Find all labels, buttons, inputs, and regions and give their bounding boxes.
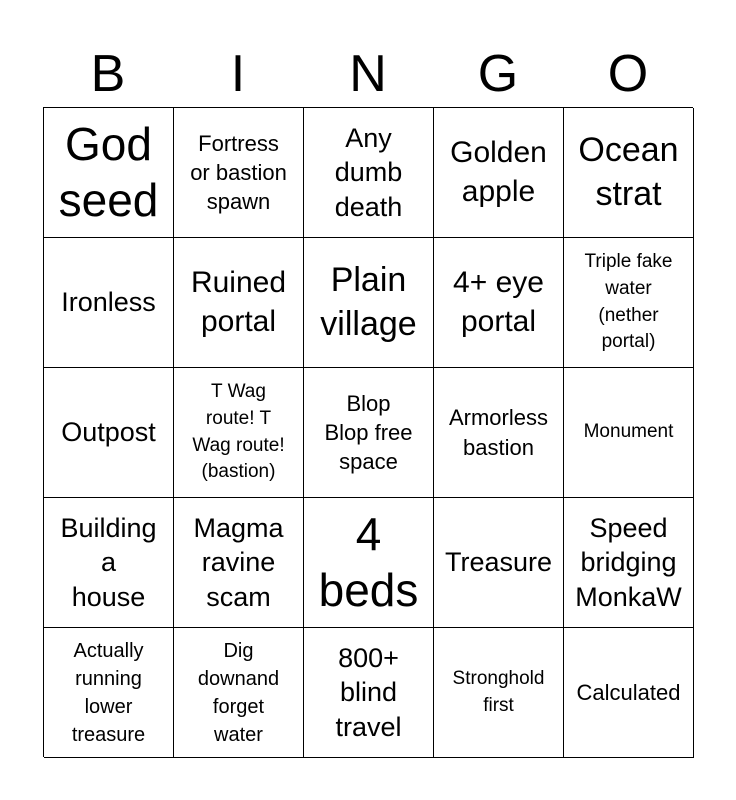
cell-text: Triple fake water (nether portal) bbox=[584, 250, 673, 353]
header-letter-n: N bbox=[349, 45, 387, 103]
cell-text: Armorless bastion bbox=[448, 405, 548, 460]
cell-text: Fortress or bastion spawn bbox=[190, 130, 287, 215]
bingo-cell-r5c3[interactable] bbox=[304, 628, 434, 758]
cell-text: Actually running lower treasure bbox=[71, 639, 146, 746]
bingo-cell-r3c5[interactable] bbox=[564, 368, 694, 498]
cell-text: Golden apple bbox=[450, 136, 547, 208]
bingo-cell-r4c4[interactable] bbox=[434, 498, 564, 628]
cell-text: Magma ravine scam bbox=[193, 512, 284, 612]
bingo-cell-r4c3[interactable] bbox=[304, 498, 434, 628]
bingo-cell-r2c3[interactable] bbox=[304, 238, 434, 368]
cell-text: Ironless bbox=[61, 287, 156, 318]
cell-text: 4 beds bbox=[318, 508, 419, 616]
bingo-cell-r5c2[interactable] bbox=[174, 628, 304, 758]
bingo-cell-r3c2[interactable] bbox=[174, 368, 304, 498]
header-letter-g: G bbox=[477, 45, 519, 103]
bingo-cell-r1c3[interactable] bbox=[304, 108, 434, 238]
cell-text: Blop Blop free space bbox=[324, 390, 413, 475]
bingo-cell-r1c5[interactable] bbox=[564, 108, 694, 238]
cell-text: T Wag route! T Wag route! (bastion) bbox=[192, 380, 285, 483]
bingo-cell-r1c4[interactable] bbox=[434, 108, 564, 238]
cell-text: Treasure bbox=[444, 547, 553, 578]
bingo-cell-r1c2[interactable] bbox=[174, 108, 304, 238]
bingo-header bbox=[43, 42, 693, 106]
bingo-cell-r5c5[interactable] bbox=[564, 628, 694, 758]
bingo-cell-r4c5[interactable] bbox=[564, 498, 694, 628]
cell-text: God seed bbox=[58, 118, 159, 226]
bingo-cell-r2c1[interactable] bbox=[44, 238, 174, 368]
cell-text: Plain village bbox=[320, 260, 417, 343]
cell-text: Any dumb death bbox=[334, 122, 403, 222]
cell-text: Speed bridging MonkaW bbox=[575, 512, 682, 612]
bingo-cell-r4c2[interactable] bbox=[174, 498, 304, 628]
cell-text: Monument bbox=[583, 421, 674, 443]
cell-text: Building a house bbox=[60, 512, 157, 612]
bingo-grid bbox=[43, 107, 693, 757]
bingo-cell-r3c4[interactable] bbox=[434, 368, 564, 498]
header-letter-i: I bbox=[230, 45, 246, 103]
cell-text: 4+ eye portal bbox=[453, 266, 544, 338]
cell-text: Outpost bbox=[61, 417, 156, 448]
cell-text: Calculated bbox=[576, 679, 681, 705]
bingo-cell-r5c4[interactable] bbox=[434, 628, 564, 758]
cell-text: Ocean strat bbox=[578, 130, 679, 213]
bingo-cell-r3c3[interactable] bbox=[304, 368, 434, 498]
bingo-cell-r4c1[interactable] bbox=[44, 498, 174, 628]
cell-text: Stronghold first bbox=[452, 667, 545, 716]
bingo-cell-r5c1[interactable] bbox=[44, 628, 174, 758]
bingo-cell-r1c1[interactable] bbox=[44, 108, 174, 238]
bingo-cell-r2c4[interactable] bbox=[434, 238, 564, 368]
bingo-cell-r3c1[interactable] bbox=[44, 368, 174, 498]
header-letter-b: B bbox=[90, 45, 126, 103]
cell-text: 800+ blind travel bbox=[335, 642, 402, 742]
cell-text: Dig downand forget water bbox=[197, 639, 280, 746]
bingo-cell-r2c2[interactable] bbox=[174, 238, 304, 368]
bingo-cell-r2c5[interactable] bbox=[564, 238, 694, 368]
cell-text: Ruined portal bbox=[190, 266, 287, 338]
header-letter-o: O bbox=[607, 45, 649, 103]
